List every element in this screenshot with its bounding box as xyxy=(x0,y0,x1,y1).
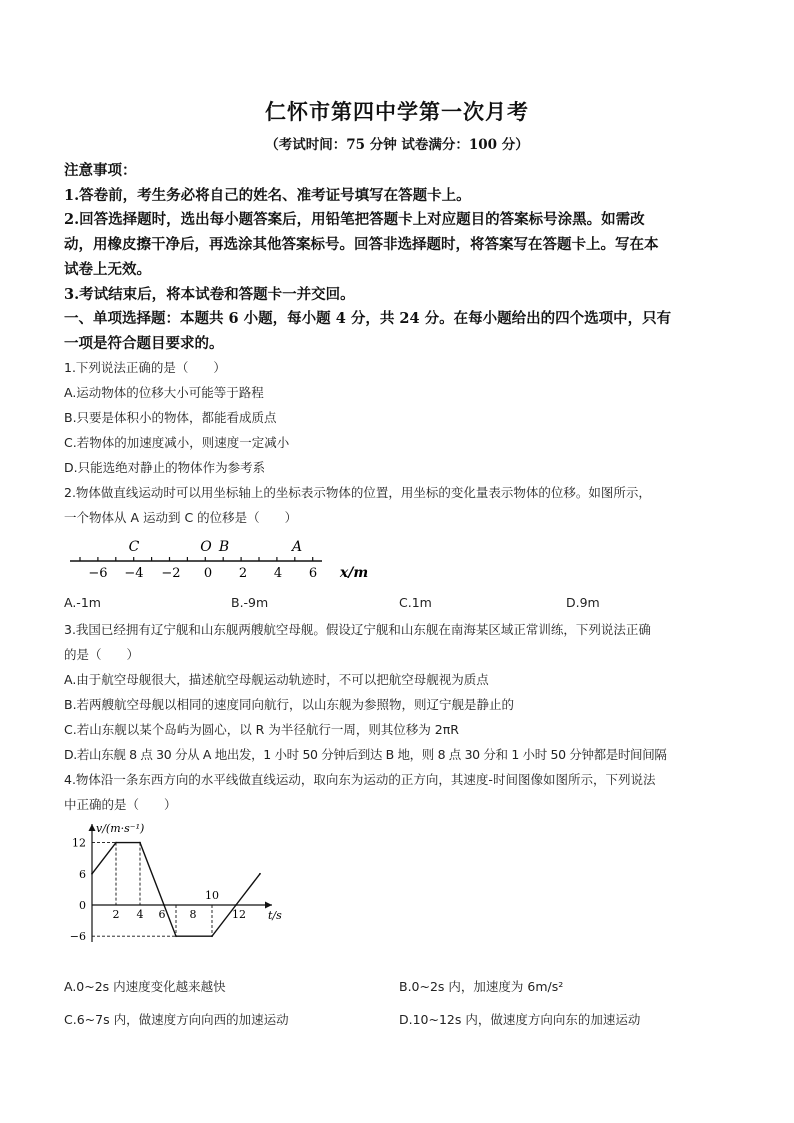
velocity-point xyxy=(163,904,165,906)
section-heading-line-1: 一、单项选择题：本题共 6 小题，每小题 4 分，共 24 分。在每小题给出的四个选项中，只有 xyxy=(64,310,672,327)
section-heading-line-2: 一项是符合题目要求的。 xyxy=(64,335,224,352)
point-o-label: O xyxy=(200,539,212,555)
q1-stem: 1.下列说法正确的是（ ） xyxy=(64,360,226,375)
velocity-point xyxy=(175,935,177,937)
tick-label: −6 xyxy=(88,566,108,581)
number-line-figure xyxy=(60,533,380,588)
q2-option-a: A.-1m xyxy=(64,595,101,610)
x-tick-label: 10 xyxy=(205,889,219,902)
velocity-point xyxy=(259,873,261,875)
x-tick-label: 12 xyxy=(232,908,246,921)
q4-option-b: B.0~2s 内，加速度为 6m/s² xyxy=(399,979,564,994)
x-tick-label: 2 xyxy=(112,908,120,921)
x-tick-label: 4 xyxy=(136,908,144,921)
point-a-label: A xyxy=(291,539,303,555)
q2-option-b: B.-9m xyxy=(231,595,269,610)
guide-lines xyxy=(92,843,212,937)
y-tick-label: −6 xyxy=(69,930,86,944)
velocity-point xyxy=(115,842,117,844)
note-3: 3.考试结束后，将本试卷和答题卡一并交回。 xyxy=(64,286,355,303)
q3-option-a: A.由于航空母舰很大，描述航空母舰运动轨迹时，不可以把航空母舰视为质点 xyxy=(64,672,489,687)
q1-option-b: B.只要是体积小的物体，都能看成质点 xyxy=(64,410,277,425)
q2-stem-line-1: 2.物体做直线运动时可以用坐标轴上的坐标表示物体的位置，用坐标的变化量表示物体的位移。如图所示， xyxy=(64,485,651,500)
q3-stem-line-1: 3.我国已经拥有辽宁舰和山东舰两艘航空母舰。假设辽宁舰和山东舰在南海某区域正常训练，下列说法正确 xyxy=(64,622,651,637)
q3-option-d: D.若山东舰 8 点 30 分从 A 地出发，1 小时 50 分钟后到达 B 地，则 8 点 30 分和 1 小时 50 分钟都是时间间隔 xyxy=(64,747,667,762)
tick-label: −2 xyxy=(161,566,181,581)
note-2-line-2: 动，用橡皮擦干净后，再选涂其他答案标号。回答非选择题时，将答案写在答题卡上。写在本 xyxy=(64,236,659,253)
x-tick-label: 6 xyxy=(158,908,166,921)
tick-label: 6 xyxy=(308,566,318,581)
point-b-label: B xyxy=(218,539,230,555)
velocity-point xyxy=(91,873,93,875)
axis-unit-label: x/m xyxy=(339,565,369,581)
q3-option-b: B.若两艘航空母舰以相同的速度同向航行，以山东舰为参照物，则辽宁舰是静止的 xyxy=(64,697,515,712)
x-tick-label: 8 xyxy=(189,908,197,921)
q1-option-c: C.若物体的加速度减小，则速度一定减小 xyxy=(64,435,290,450)
tick-label: 4 xyxy=(273,566,283,581)
notes-heading: 注意事项： xyxy=(64,162,137,179)
q4-stem-line-1: 4.物体沿一条东西方向的水平线做直线运动，取向东为运动的正方向，其速度-时间图像如图所示，下列说法 xyxy=(64,772,656,787)
q4-option-d: D.10~12s 内，做速度方向向东的加速运动 xyxy=(399,1012,641,1027)
q2-stem-line-2: 一个物体从 A 运动到 C 的位移是（ ） xyxy=(64,510,298,525)
note-2-line-3: 试卷上无效。 xyxy=(64,261,151,278)
y-axis-label: v/(m·s⁻¹) xyxy=(96,822,145,835)
q3-stem-line-2: 的是（ ） xyxy=(64,647,140,662)
y-tick-label: 6 xyxy=(79,867,86,881)
q1-option-a: A.运动物体的位移大小可能等于路程 xyxy=(64,385,264,400)
velocity-point xyxy=(235,904,237,906)
q2-option-d: D.9m xyxy=(566,595,600,610)
q1-option-d: D.只能选绝对静止的物体作为参考系 xyxy=(64,460,266,475)
q3-option-c: C.若山东舰以某个岛屿为圆心，以 R 为半径航行一周，则其位移为 2πR xyxy=(64,722,459,737)
velocity-point xyxy=(211,935,213,937)
velocity-time-graph xyxy=(60,818,300,948)
y-tick-label: 0 xyxy=(79,899,86,912)
tick-label: −4 xyxy=(124,566,144,581)
point-c-label: C xyxy=(128,539,140,555)
note-1: 1.答卷前，考生务必将自己的姓名、准考证号填写在答题卡上。 xyxy=(64,187,471,204)
exam-title: 仁怀市第四中学第一次月考 xyxy=(265,100,529,124)
q4-option-c: C.6~7s 内，做速度方向向西的加速运动 xyxy=(64,1012,289,1027)
tick-label: 0 xyxy=(203,566,213,581)
q4-option-a: A.0~2s 内速度变化越来越快 xyxy=(64,979,226,994)
exam-subtitle: （考试时间：75 分钟 试卷满分：100 分） xyxy=(265,137,529,153)
tick-label: 2 xyxy=(238,566,248,581)
note-2-line-1: 2.回答选择题时，选出每小题答案后，用铅笔把答题卡上对应题目的答案标号涂黑。如需改 xyxy=(64,211,645,228)
velocity-point xyxy=(139,842,141,844)
x-axis-label: t/s xyxy=(268,909,282,922)
q2-option-c: C.1m xyxy=(399,595,432,610)
q4-stem-line-2: 中正确的是（ ） xyxy=(64,797,177,812)
y-tick-label: 12 xyxy=(72,836,86,850)
